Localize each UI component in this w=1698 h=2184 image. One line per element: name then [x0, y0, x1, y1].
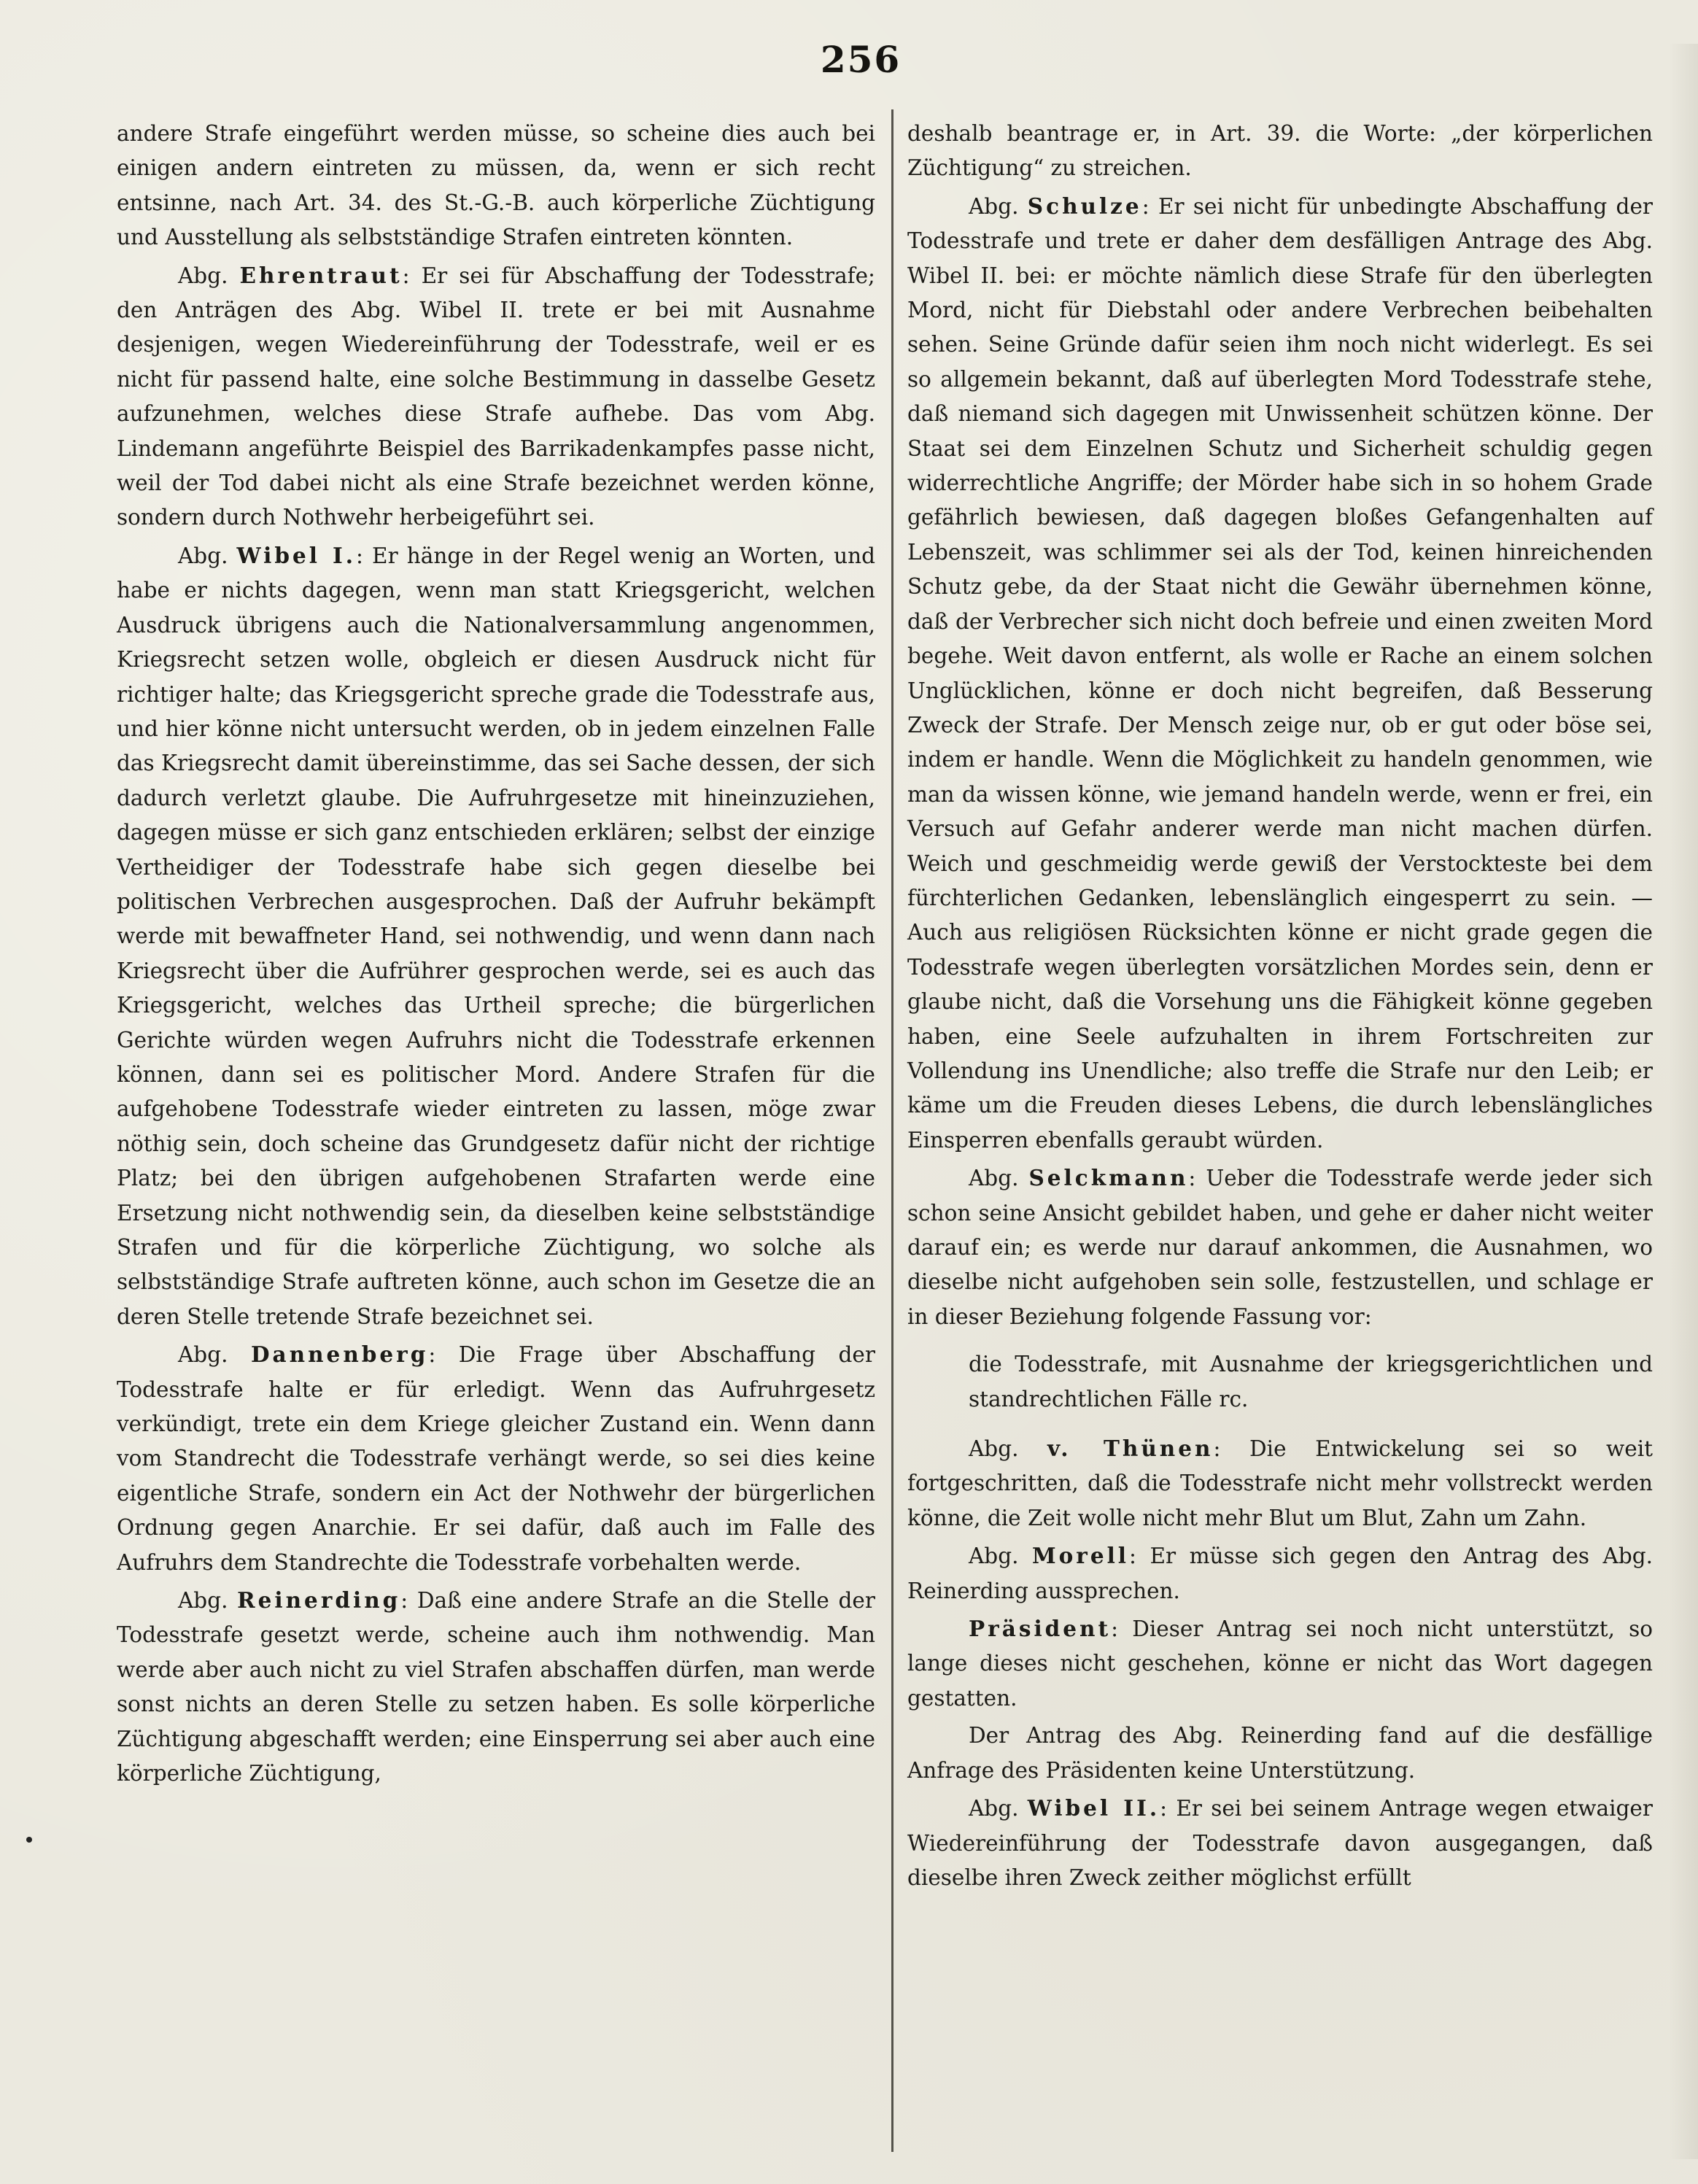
speaker-name: Wibel II.: [1027, 1795, 1160, 1821]
speech-text: : Ueber die Todesstrafe werde jeder sich schon seine Ansicht gebildet haben, und gehe er daher nicht weiter darauf ein; es werde nur darauf ankommen, die Ausnahmen, wo dieselbe nicht aufgehoben sein solle, festzustellen, und schlage er in dieser Beziehung folgende Fassung vor:: [907, 1166, 1653, 1329]
speech-paragraph: [907, 189, 1653, 1158]
quote-text: die Todesstrafe, mit Ausnahme der kriegsgerichtlichen und standrechtlichen Fälle rc.: [969, 1352, 1653, 1412]
ink-dot-mark: [26, 1837, 32, 1843]
proposed-wording-quote: [907, 1347, 1653, 1417]
column-divider: [891, 109, 893, 2152]
speaker-prefix: Abg.: [969, 1544, 1019, 1569]
paragraph-text: Der Antrag des Abg. Reinerding fand auf die desfällige Anfrage des Präsidenten keine Unterstützung.: [907, 1723, 1653, 1783]
speech-paragraph: [117, 1337, 875, 1580]
speech-text: : Dieser Antrag sei noch nicht unterstützt, so lange dieses nicht geschehen, könne er nicht das Wort dagegen gestatten.: [907, 1616, 1653, 1711]
speaker-prefix: Abg.: [178, 543, 228, 568]
speaker-prefix: Abg.: [178, 263, 228, 288]
speech-text: : Er müsse sich gegen den Antrag des Abg. Reinerding aussprechen.: [907, 1544, 1653, 1603]
speech-text: : Er sei bei seinem Antrage wegen etwaiger Wiedereinführung der Todesstrafe davon ausgegangen, daß dieselbe ihren Zweck zeither möglichst erfüllt: [907, 1796, 1653, 1890]
speech-paragraph: [907, 1161, 1653, 1334]
speaker-name: Schulze: [1027, 193, 1142, 219]
speaker-prefix: Abg.: [969, 1166, 1019, 1191]
speech-paragraph: [907, 1431, 1653, 1536]
speaker-prefix: Abg.: [969, 1436, 1019, 1462]
speaker-name: Reinerding: [237, 1587, 401, 1614]
speaker-name: Selckmann: [1028, 1165, 1189, 1191]
speech-text: : Die Entwickelung sei so weit fortgeschritten, daß die Todesstrafe nicht mehr vollstreckt werden könne, die Zeit wolle nicht mehr Blut um Blut, Zahn um Zahn.: [907, 1436, 1653, 1530]
speech-paragraph: [907, 1791, 1653, 1895]
speech-paragraph: [907, 1538, 1653, 1608]
right-column: [907, 117, 1653, 1898]
speaker-name: Präsident: [969, 1616, 1112, 1642]
speaker-prefix: Abg.: [178, 1342, 228, 1368]
speech-paragraph: [117, 1583, 875, 1791]
paragraph-continuation: [117, 117, 875, 255]
speaker-name: Morell: [1031, 1543, 1130, 1569]
paragraph-continuation: [907, 117, 1653, 186]
page-edge-shadow: [1669, 44, 1698, 2159]
speaker-prefix: Abg.: [969, 1796, 1019, 1821]
left-column: [117, 117, 875, 1794]
speaker-name: Ehrentraut: [239, 262, 403, 288]
speaker-prefix: Abg.: [178, 1588, 228, 1614]
speaker-name: Wibel I.: [236, 542, 357, 568]
page-number: 256: [820, 38, 902, 81]
speech-paragraph: [117, 258, 875, 535]
speech-text: : Daß eine andere Strafe an die Stelle der Todesstrafe gesetzt werde, scheine auch ihm nothwendig. Man werde aber auch nicht zu viel Strafen abschaffen dürfen, man werde sonst nichts an deren Stelle zu setzen haben. Es solle körperliche Züchtigung abgeschafft werden; eine Einsperrung sei aber auch eine körperliche Züchtigung,: [117, 1588, 875, 1786]
speech-text: : Er hänge in der Regel wenig an Worten, und habe er nichts dagegen, wenn man statt Kriegsgericht, welchen Ausdruck übrigens auch die Nationalversammlung angenommen, Kriegsrecht setzen wolle, obgleich er diesen Ausdruck nicht für richtiger halte; das Kriegsgericht spreche grade die Todesstrafe aus, und hier könne nicht untersucht werden, ob in jedem einzelnen Falle das Kriegsrecht damit übereinstimme, das sei Sache dessen, der sich dadurch verletzt glaube. Die Aufruhrgesetze mit hineinzuziehen, dagegen müsse er sich ganz entschieden erklären; selbst der einzige Vertheidiger der Todesstrafe habe sich gegen dieselbe bei politischen Verbrechen ausgesprochen. Daß der Aufruhr bekämpft werde mit bewaffneter Hand, sei nothwendig, und wenn dann nach Kriegsrecht über die Aufrührer gesprochen werde, sei es auch das Kriegsgericht, welches das Urtheil spreche; die bürgerlichen Gerichte würden wegen Aufruhrs nicht die Todesstrafe erkennen können, dann sei es politischer Mord. Andere Strafen für die aufgehobene Todesstrafe wieder eintreten zu lassen, möge zwar nöthig sein, doch scheine das Grundgesetz dafür nicht der richtige Platz; bei den übrigen aufgehobenen Strafarten werde eine Ersetzung nicht nothwendig sein, da dieselben keine selbstständige Strafen und für die körperliche Züchtigung, wo solche als selbstständige Strafe auftreten könne, auch schon im Gesetze die an deren Stelle tretende Strafe bezeichnet sei.: [117, 543, 875, 1329]
speech-text: : Er sei für Abschaffung der Todesstrafe; den Anträgen des Abg. Wibel II. trete er bei mit Ausnahme desjenigen, wegen Wiedereinführung der Todesstrafe, weil er es nicht für passend halte, eine solche Bestimmung in dasselbe Gesetz aufzunehmen, welches diese Strafe aufhebe. Das vom Abg. Lindemann angeführte Beispiel des Barrikadenkampfes passe nicht, weil der Tod dabei nicht als eine Strafe bezeichnet werden könne, sondern durch Nothwehr herbeigeführt sei.: [117, 263, 875, 530]
paragraph-text: andere Strafe eingeführt werden müsse, so scheine dies auch bei einigen andern eintreten zu müssen, da, wenn er sich recht entsinne, nach Art. 34. des St.-G.-B. auch körperliche Züchtigung und Ausstellung als selbstständige Strafen eintreten könnten.: [117, 121, 875, 250]
speaker-prefix: Abg.: [969, 193, 1019, 219]
speech-text: : Die Frage über Abschaffung der Todesstrafe halte er für erledigt. Wenn das Aufruhrgesetz verkündigt, trete ein dem Kriege gleicher Zustand ein. Wenn dann vom Standrecht die Todesstrafe verhängt werde, so sei dies keine eigentliche Strafe, sondern ein Act der Nothwehr der bürgerlichen Ordnung gegen Anarchie. Er sei dafür, daß auch im Falle des Aufruhrs dem Standrechte die Todesstrafe vorbehalten werde.: [117, 1342, 875, 1575]
speech-paragraph: [907, 1611, 1653, 1716]
plain-paragraph: [907, 1719, 1653, 1788]
paragraph-text: deshalb beantrage er, in Art. 39. die Worte: „der körperlichen Züchtigung“ zu streichen.: [907, 121, 1653, 181]
speech-paragraph: [117, 538, 875, 1334]
speaker-name: v. Thünen: [1047, 1436, 1214, 1462]
speaker-name: Dannenberg: [250, 1341, 429, 1368]
speech-text: : Er sei nicht für unbedingte Abschaffung der Todesstrafe und trete er daher dem desfälligen Antrage des Abg. Wibel II. bei: er möchte nämlich diese Strafe für den überlegten Mord, nicht für Diebstahl oder andere Verbrechen beibehalten sehen. Seine Gründe dafür seien ihm noch nicht widerlegt. Es sei so allgemein bekannt, daß auf überlegten Mord Todesstrafe stehe, daß niemand sich dagegen mit Unwissenheit schützen könne. Der Staat sei dem Einzelnen Schutz und Sicherheit schuldig gegen widerrechtliche Angriffe; der Mörder habe sich in so hohem Grade gefährlich bewiesen, daß dagegen bloßes Gefangenhalten auf Lebenszeit, was schlimmer sei als der Tod, keinen hinreichenden Schutz gebe, da der Staat nicht die Gewähr übernehmen könne, daß der Verbrecher sich nicht doch befreie und einen zweiten Mord begehe. Weit davon entfernt, als wolle er Rache an einem solchen Unglücklichen, könne er doch nicht begreifen, daß Besserung Zweck der Strafe. Der Mensch zeige nur, ob er gut oder böse sei, indem er handle. Wenn die Möglichkeit zu handeln genommen, wie man da wissen könne, wie jemand handeln werde, wenn er frei, ein Versuch auf Gefahr anderer werde man nicht machen dürfen. Weich und geschmeidig werde gewiß der Verstockteste bei dem fürchterlichen Gedanken, lebenslänglich eingesperrt zu sein. — Auch aus religiösen Rücksichten könne er nicht grade gegen die Todesstrafe wegen überlegten vorsätzlichen Mordes sein, denn er glaube nicht, daß die Vorsehung uns die Fähigkeit könne gegeben haben, eine Seele aufzuhalten in ihrem Fortschreiten zur Vollendung ins Unendliche; also treffe die Strafe nur den Leib; er käme um die Freuden dieses Lebens, die durch lebenslängliches Einsperren ebenfalls geraubt würden.: [907, 193, 1653, 1153]
